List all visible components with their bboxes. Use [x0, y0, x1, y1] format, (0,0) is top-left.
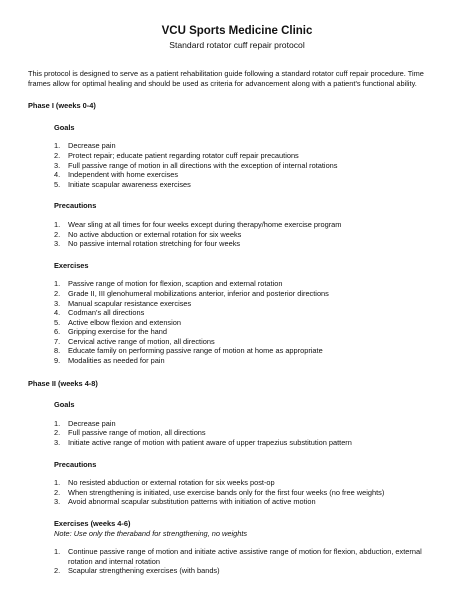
- phase-heading: Phase I (weeks 0-4): [28, 101, 96, 111]
- numbered-list: [54, 220, 446, 249]
- list-item-number: 2.: [54, 428, 61, 438]
- list-item: [54, 488, 446, 498]
- numbered-list: [54, 419, 446, 448]
- list-item-number: 4.: [54, 170, 61, 180]
- list-item-number: 5.: [54, 179, 61, 189]
- list-item: [54, 566, 446, 576]
- numbered-list: [54, 478, 446, 507]
- list-item-text: Decrease pain: [68, 141, 116, 151]
- list-item-text: Full passive range of motion, all directions: [68, 428, 206, 438]
- list-item-text: Gripping exercise for the hand: [68, 327, 168, 337]
- section-block: [54, 519, 446, 576]
- list-item-text: No active abduction or external rotation for six weeks: [68, 229, 242, 239]
- list-item: [54, 299, 446, 309]
- list-item: [54, 356, 446, 366]
- list-item-text: Modalities as needed for pain: [68, 356, 165, 366]
- numbered-list: [54, 141, 446, 189]
- list-item-number: 1.: [54, 219, 61, 229]
- list-item-text: Decrease pain: [68, 418, 116, 428]
- list-item: [54, 438, 446, 448]
- list-item-text: When strengthening is initiated, use exercise bands only for the first four weeks (no free weights): [68, 487, 385, 497]
- list-item-number: 2.: [54, 487, 61, 497]
- document-subtitle: Standard rotator cuff repair protocol: [169, 40, 305, 50]
- list-item-text: Grade II, III glenohumeral mobilizations anterior, inferior and posterior directions: [68, 288, 329, 298]
- list-item: [54, 308, 446, 318]
- list-item-number: 3.: [54, 239, 61, 249]
- list-item-text: Manual scapular resistance exercises: [68, 298, 192, 308]
- section-note: Note: Use only the theraband for strengthening, no weights: [54, 528, 248, 538]
- list-item-number: 2.: [54, 288, 61, 298]
- list-item-number: 5.: [54, 317, 61, 327]
- section-block: [54, 261, 446, 366]
- numbered-list: [54, 279, 446, 365]
- list-item-number: 1.: [54, 141, 61, 151]
- phases-container: [28, 101, 446, 576]
- list-item: [54, 327, 446, 337]
- list-item-text: Initiate scapular awareness exercises: [68, 179, 191, 189]
- list-item: [54, 170, 446, 180]
- list-item-number: 9.: [54, 356, 61, 366]
- list-item-text: Protect repair; educate patient regarding rotator cuff repair precautions: [68, 150, 299, 160]
- list-item: [54, 419, 446, 429]
- list-item-text: Educate family on performing passive range of motion at home as appropriate: [68, 346, 323, 356]
- section-heading: Precautions: [54, 201, 97, 211]
- list-item-text: Active elbow flexion and extension: [68, 317, 181, 327]
- numbered-list: [54, 547, 446, 576]
- list-item-number: 3.: [54, 497, 61, 507]
- list-item-number: 2.: [54, 150, 61, 160]
- section-block: [54, 201, 446, 248]
- list-item-text: Continue passive range of motion and initiate active assistive range of motion for flexion, abduction, external rotation and internal rotation: [68, 547, 422, 566]
- list-item: [54, 428, 446, 438]
- list-item: [54, 239, 446, 249]
- list-item-number: 6.: [54, 327, 61, 337]
- list-item: [54, 279, 446, 289]
- list-item-number: 2.: [54, 229, 61, 239]
- list-item: [54, 478, 446, 488]
- list-item-text: No passive internal rotation stretching for four weeks: [68, 239, 241, 249]
- list-item: [54, 497, 446, 507]
- section-heading: Goals: [54, 400, 75, 410]
- list-item-number: 3.: [54, 438, 61, 448]
- list-item-number: 8.: [54, 346, 61, 356]
- list-item: [54, 230, 446, 240]
- list-item: [54, 289, 446, 299]
- phase-block: [28, 379, 446, 576]
- list-item: [54, 318, 446, 328]
- list-item: [54, 220, 446, 230]
- section-heading: Precautions: [54, 459, 97, 469]
- list-item-number: 7.: [54, 336, 61, 346]
- list-item-number: 1.: [54, 279, 61, 289]
- list-item: [54, 141, 446, 151]
- list-item: [54, 337, 446, 347]
- list-item-number: 1.: [54, 478, 61, 488]
- list-item-text: Cervical active range of motion, all directions: [68, 336, 215, 346]
- section-heading: Goals: [54, 122, 75, 132]
- list-item: [54, 180, 446, 190]
- list-item: [54, 346, 446, 356]
- intro-paragraph: This protocol is designed to serve as a patient rehabilitation guide following a standard rotator cuff repair procedure. Time frames allow for optimal healing and should be used as criteria for advancement along with a patient’s functional ability.: [28, 69, 424, 88]
- list-item-text: Initiate active range of motion with patient aware of upper trapezius substitution pattern: [68, 438, 352, 448]
- list-item-number: 1.: [54, 547, 61, 557]
- list-item-text: Wear sling at all times for four weeks except during therapy/home exercise program: [68, 219, 342, 229]
- document-title: VCU Sports Medicine Clinic: [161, 25, 313, 37]
- list-item-number: 4.: [54, 308, 61, 318]
- list-item-text: Full passive range of motion in all directions with the exception of internal rotations: [68, 160, 338, 170]
- list-item-text: Scapular strengthening exercises (with bands): [68, 566, 220, 576]
- phase-block: [28, 101, 446, 365]
- section-heading: Exercises: [54, 260, 89, 270]
- section-block: [54, 400, 446, 447]
- phase-heading: Phase II (weeks 4-8): [28, 378, 98, 388]
- list-item-number: 1.: [54, 418, 61, 428]
- list-item-number: 3.: [54, 160, 61, 170]
- list-item: [54, 547, 446, 566]
- list-item-text: No resisted abduction or external rotation for six weeks post-op: [68, 478, 275, 488]
- section-block: [54, 460, 446, 507]
- section-block: [54, 123, 446, 190]
- list-item-text: Avoid abnormal scapular substitution patterns with initiation of active motion: [68, 497, 316, 507]
- list-item-text: Independent with home exercises: [68, 170, 179, 180]
- list-item-number: 3.: [54, 298, 61, 308]
- list-item: [54, 161, 446, 171]
- list-item-text: Codman’s all directions: [68, 308, 145, 318]
- list-item-number: 2.: [54, 566, 61, 576]
- section-heading: Exercises (weeks 4-6): [54, 519, 131, 528]
- list-item-text: Passive range of motion for flexion, scaption and external rotation: [68, 279, 283, 289]
- list-item: [54, 151, 446, 161]
